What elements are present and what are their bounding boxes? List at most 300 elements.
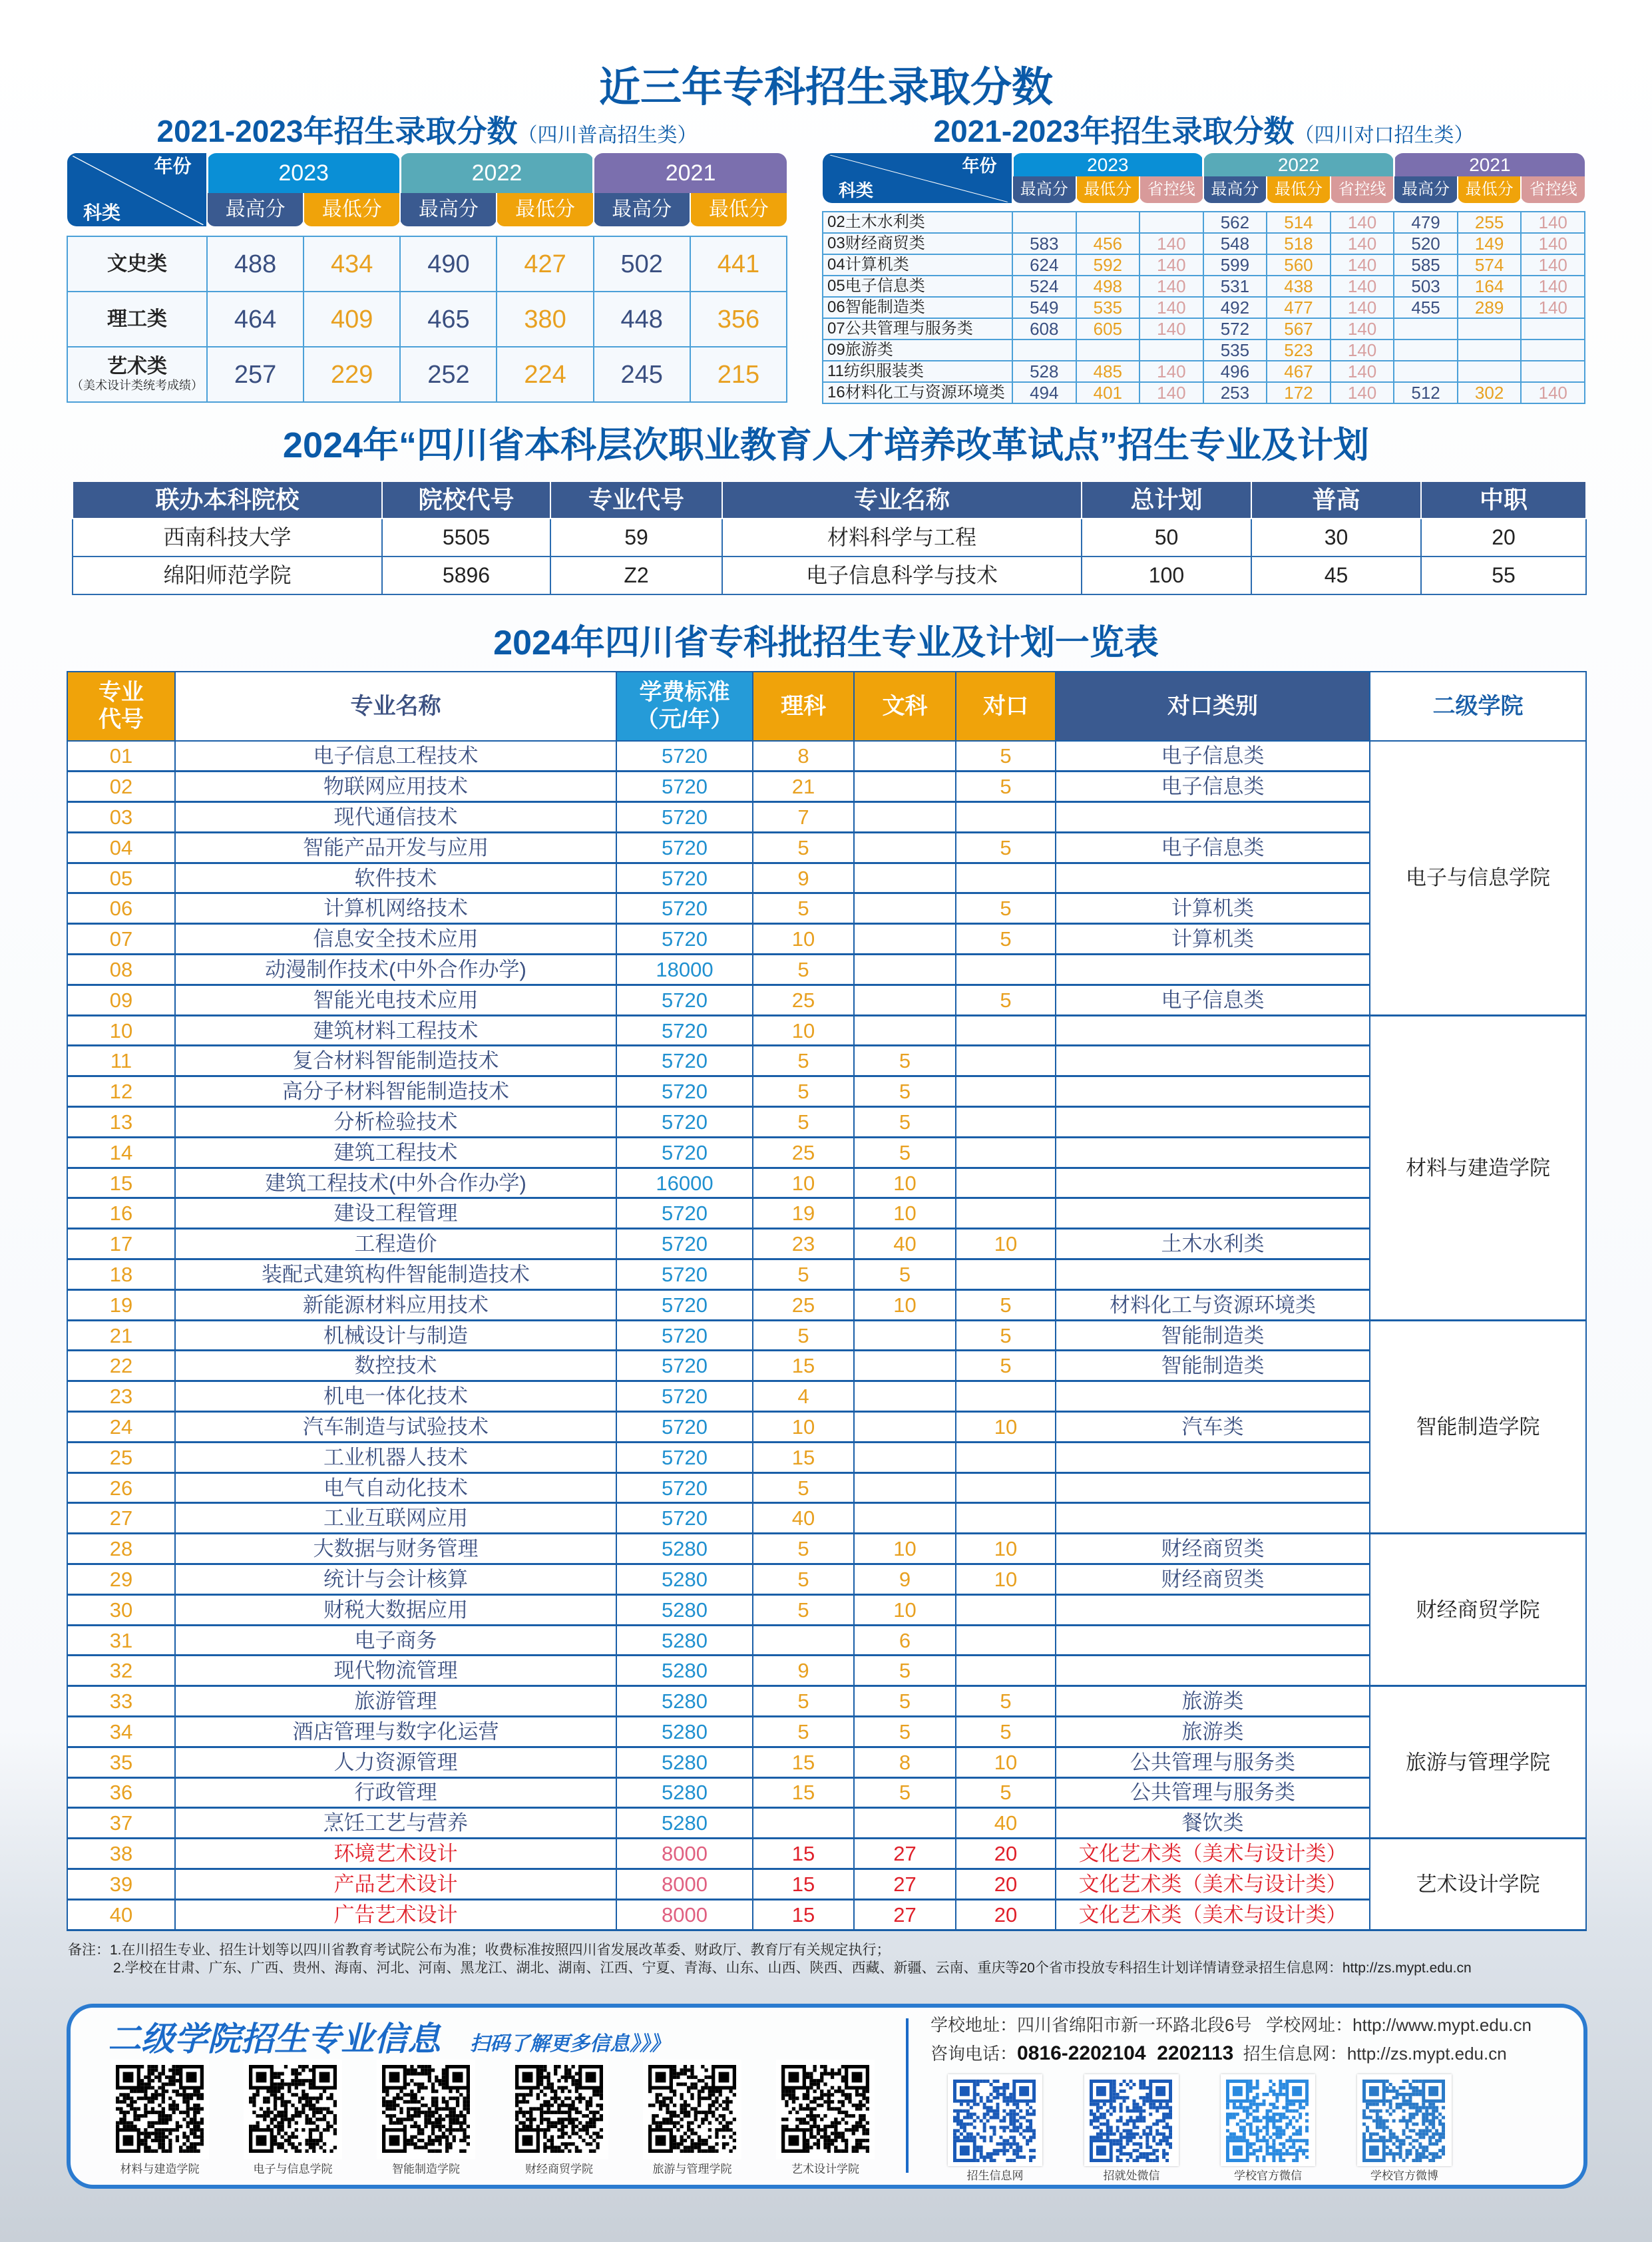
tuition-fee: 5720 [616, 1107, 753, 1138]
score-cell: 477 [1267, 297, 1331, 318]
science-quota: 5 [753, 1259, 854, 1290]
vocational-quota: 5 [956, 741, 1056, 772]
category-note: （美术设计类统考成绩） [71, 379, 203, 393]
vocational-quota [956, 1168, 1056, 1198]
address-label: 学校地址： [930, 2015, 1018, 2035]
tuition-fee: 18000 [616, 955, 753, 985]
score-cell: 535 [1203, 339, 1267, 361]
liberal-quota: 10 [854, 1198, 956, 1229]
category-name: 理工类 [107, 308, 167, 330]
control-line-header: 省控线 [1139, 176, 1203, 203]
plan-row [67, 1168, 1586, 1198]
score-cell: 302 [1458, 382, 1522, 403]
score-cell: 172 [1267, 382, 1331, 403]
year-header-row [823, 153, 1585, 176]
score-cell: 140 [1139, 297, 1203, 318]
major-code: 08 [67, 955, 175, 985]
tuition-fee: 5720 [616, 1381, 753, 1412]
zs-label: 招生信息网： [1243, 2044, 1347, 2064]
college-qr-label: 材料与建造学院 [120, 2163, 200, 2175]
vocational-quota [956, 1442, 1056, 1472]
vocational-category: 土木水利类 [1056, 1229, 1370, 1259]
college-qr-code[interactable] [643, 2060, 741, 2159]
vocational-category [1056, 863, 1370, 893]
score-cell [1394, 339, 1458, 361]
vocational-category: 餐饮类 [1056, 1808, 1370, 1839]
category-name: 06智能制造类 [827, 298, 925, 317]
plan-row [67, 1869, 1586, 1899]
website-link[interactable]: http://www.mypt.edu.cn [1352, 2015, 1532, 2035]
score-cell: 140 [1139, 318, 1203, 339]
liberal-quota: 9 [854, 1564, 956, 1595]
major-code: 06 [67, 893, 175, 924]
liberal-quota: 27 [854, 1869, 956, 1899]
category-name: 03财经商贸类 [827, 234, 925, 253]
tuition-fee: 5720 [616, 832, 753, 863]
max-score-header: 最高分 [1203, 176, 1267, 203]
score-cell: 492 [1203, 297, 1267, 318]
category-name: 09旅游类 [827, 341, 893, 359]
college-qr-label: 艺术设计学院 [791, 2163, 859, 2175]
score-cell: 140 [1521, 382, 1585, 403]
tuition-fee: 5720 [616, 893, 753, 924]
score-cell [1076, 339, 1140, 361]
score-cell [1521, 361, 1585, 382]
score-cell: 562 [1203, 212, 1267, 233]
category-name: 05电子信息类 [827, 277, 925, 296]
plan-table [67, 671, 1587, 1931]
vocational-quota: 5 [956, 832, 1056, 863]
vocational-quota [956, 1107, 1056, 1138]
vocational-category [1056, 1046, 1370, 1076]
vocational-quota: 5 [956, 893, 1056, 924]
tuition-fee: 5280 [616, 1564, 753, 1595]
tuition-fee: 8000 [616, 1839, 753, 1869]
tuition-fee: 5720 [616, 1412, 753, 1443]
liberal-quota: 27 [854, 1899, 956, 1930]
major-name: 复合材料智能制造技术 [175, 1046, 616, 1076]
spacer-row [823, 203, 1585, 212]
score-row [823, 318, 1585, 339]
tuition-fee: 5280 [616, 1625, 753, 1656]
vocational-quota: 10 [956, 1747, 1056, 1777]
score-cell [1458, 361, 1522, 382]
plan-row [67, 1015, 1586, 1046]
score-cell: 149 [1458, 233, 1522, 254]
vocational-quota [956, 1656, 1056, 1686]
score-cell: 224 [497, 347, 593, 402]
pilot-cell: 电子信息科学与技术 [722, 557, 1082, 594]
score-row [823, 276, 1585, 297]
tuition-fee: 5720 [616, 1015, 753, 1046]
score-cell [1012, 212, 1076, 233]
score-cell: 524 [1012, 276, 1076, 297]
tuition-fee: 5720 [616, 1320, 753, 1351]
min-score-header: 最低分 [304, 193, 400, 226]
plan-row [67, 1259, 1586, 1290]
major-code: 02 [67, 772, 175, 802]
tuition-fee: 5280 [616, 1656, 753, 1686]
zs-link[interactable]: http://zs.mypt.edu.cn [1346, 2044, 1507, 2064]
row-label [823, 318, 1012, 339]
college-name: 电子与信息学院 [1370, 741, 1586, 1015]
category-name: 02土木水利类 [827, 213, 925, 232]
science-quota: 9 [753, 1656, 854, 1686]
plan-row [67, 802, 1586, 833]
year-header-2023: 2023 [1012, 153, 1203, 176]
pilot-header: 专业名称 [722, 481, 1082, 519]
science-quota: 25 [753, 1289, 854, 1320]
major-name: 机电一体化技术 [175, 1381, 616, 1412]
score-cell: 485 [1076, 361, 1140, 382]
science-quota: 10 [753, 1168, 854, 1198]
score-cell: 548 [1203, 233, 1267, 254]
science-quota: 15 [753, 1351, 854, 1381]
science-quota: 10 [753, 1412, 854, 1443]
major-code: 21 [67, 1320, 175, 1351]
major-code: 12 [67, 1076, 175, 1107]
row-label [823, 339, 1012, 361]
vocational-title: 2021-2023年招生录取分数 [933, 114, 1295, 148]
score-cell: 549 [1012, 297, 1076, 318]
score-cell: 140 [1139, 276, 1203, 297]
major-name: 行政管理 [175, 1777, 616, 1808]
vocational-quota [956, 1015, 1056, 1046]
vocational-quota [956, 1625, 1056, 1656]
major-code: 01 [67, 741, 175, 772]
vocational-category: 电子信息类 [1056, 985, 1370, 1015]
major-code: 40 [67, 1899, 175, 1930]
vocational-category [1056, 1168, 1370, 1198]
vocational-category [1056, 1503, 1370, 1534]
plan-row [67, 1076, 1586, 1107]
liberal-quota [854, 985, 956, 1015]
vocational-category [1056, 802, 1370, 833]
score-cell [1139, 212, 1203, 233]
score-cell: 289 [1458, 297, 1522, 318]
school-qr-code[interactable] [1357, 2074, 1452, 2166]
score-cell: 567 [1267, 318, 1331, 339]
vocational-quota: 5 [956, 985, 1056, 1015]
score-cell: 434 [304, 236, 400, 292]
science-quota: 5 [753, 955, 854, 985]
vocational-score-heading [822, 114, 1585, 148]
school-qr-code[interactable] [1221, 2074, 1315, 2166]
liberal-quota: 5 [854, 1777, 956, 1808]
vocational-quota: 5 [956, 1289, 1056, 1320]
plan-row [67, 863, 1586, 893]
pilot-header: 联办本科院校 [73, 481, 382, 519]
plan-row [67, 1107, 1586, 1138]
pilot-header: 中职 [1421, 481, 1586, 519]
year-header-2021: 2021 [594, 153, 787, 193]
major-code: 14 [67, 1137, 175, 1168]
college-qr-code[interactable] [110, 2060, 209, 2159]
major-name: 机械设计与制造 [175, 1320, 616, 1351]
plan-row [67, 1412, 1586, 1443]
vocational-category: 计算机类 [1056, 893, 1370, 924]
header-science: 理科 [753, 672, 854, 741]
major-code: 03 [67, 802, 175, 833]
score-cell: 535 [1076, 297, 1140, 318]
row-label [823, 297, 1012, 318]
science-quota: 15 [753, 1869, 854, 1899]
major-code: 39 [67, 1869, 175, 1899]
tuition-fee: 5720 [616, 802, 753, 833]
vocational-category [1056, 1198, 1370, 1229]
vocational-quota: 20 [956, 1899, 1056, 1930]
address: 四川省绵阳市新一环路北段6号 [1017, 2015, 1252, 2035]
score-cell: 140 [1331, 318, 1394, 339]
college-name: 旅游与管理学院 [1370, 1686, 1586, 1839]
tuition-fee: 5720 [616, 985, 753, 1015]
tuition-fee: 8000 [616, 1869, 753, 1899]
header-liberal: 文科 [854, 672, 956, 741]
phone-label: 咨询电话： [930, 2044, 1018, 2064]
score-cell: 455 [1394, 297, 1458, 318]
college-qr-code[interactable] [377, 2060, 475, 2159]
vocational-category: 文化艺术类（美术与设计类） [1056, 1899, 1370, 1930]
vocational-quota [956, 1472, 1056, 1503]
score-cell: 257 [207, 347, 304, 402]
year-header-2022: 2022 [1203, 153, 1394, 176]
liberal-quota: 27 [854, 1839, 956, 1869]
header-fee: 学费标准（元/年） [616, 672, 753, 741]
college-qr-code[interactable] [244, 2060, 342, 2159]
school-qr-code[interactable] [1084, 2074, 1179, 2166]
major-name: 建筑工程技术 [175, 1137, 616, 1168]
address-line [930, 2016, 1532, 2035]
vocational-quota: 5 [956, 1686, 1056, 1717]
score-row [823, 212, 1585, 233]
plan-row [67, 1137, 1586, 1168]
plan-row [67, 1656, 1586, 1686]
liberal-quota: 5 [854, 1046, 956, 1076]
major-name: 汽车制造与试验技术 [175, 1412, 616, 1443]
vocational-category: 材料化工与资源环境类 [1056, 1289, 1370, 1320]
score-cell [1139, 339, 1203, 361]
tuition-fee: 5720 [616, 1259, 753, 1290]
year-header-row [67, 153, 787, 193]
general-title: 2021-2023年招生录取分数 [156, 114, 518, 148]
score-cell: 140 [1521, 212, 1585, 233]
vocational-quota [956, 1259, 1056, 1290]
vocational-category: 旅游类 [1056, 1717, 1370, 1747]
science-quota: 5 [753, 1046, 854, 1076]
min-score-header: 最低分 [1076, 176, 1140, 203]
major-code: 26 [67, 1472, 175, 1503]
major-code: 25 [67, 1442, 175, 1472]
liberal-quota [854, 893, 956, 924]
score-cell: 245 [594, 347, 690, 402]
liberal-quota: 10 [854, 1289, 956, 1320]
tuition-fee: 5280 [616, 1808, 753, 1839]
pilot-cell: 5896 [382, 557, 550, 594]
min-score-header: 最低分 [690, 193, 787, 226]
liberal-quota [854, 772, 956, 802]
major-name: 分析检验技术 [175, 1107, 616, 1138]
category-name: 04计算机类 [827, 256, 909, 274]
vocational-quota [956, 1503, 1056, 1534]
major-code: 35 [67, 1747, 175, 1777]
score-cell [1076, 212, 1140, 233]
pilot-cell: 45 [1251, 557, 1421, 594]
major-code: 38 [67, 1839, 175, 1869]
major-code: 27 [67, 1503, 175, 1534]
min-score-header: 最低分 [1267, 176, 1331, 203]
pilot-header: 总计划 [1082, 481, 1251, 519]
major-name: 工业互联网应用 [175, 1503, 616, 1534]
science-quota: 15 [753, 1899, 854, 1930]
vocational-category [1056, 1381, 1370, 1412]
school-qr-label: 招生信息网 [966, 2169, 1024, 2182]
pilot-cell: 绵阳师范学院 [73, 557, 382, 594]
major-name: 动漫制作技术(中外合作办学) [175, 955, 616, 985]
corner-category-label: 科类 [83, 202, 121, 223]
tuition-fee: 5720 [616, 1289, 753, 1320]
spacer [67, 226, 787, 236]
row-label [67, 292, 207, 347]
score-cell [1012, 339, 1076, 361]
tuition-fee: 5720 [616, 772, 753, 802]
score-cell: 583 [1012, 233, 1076, 254]
score-cell: 494 [1012, 382, 1076, 403]
score-cell: 523 [1267, 339, 1331, 361]
phone: 0816-2202104 2202113 [1017, 2042, 1234, 2064]
max-score-header: 最高分 [594, 193, 690, 226]
major-code: 07 [67, 924, 175, 955]
plan-row [67, 1625, 1586, 1656]
plan-row [67, 1777, 1586, 1808]
score-cell: 531 [1203, 276, 1267, 297]
plan-row [67, 1229, 1586, 1259]
college-qr-code[interactable] [510, 2060, 608, 2159]
pilot-header: 专业代号 [550, 481, 722, 519]
score-cell: 592 [1076, 254, 1140, 276]
liberal-quota [854, 1381, 956, 1412]
vocational-category [1056, 955, 1370, 985]
score-cell: 427 [497, 236, 593, 292]
major-name: 人力资源管理 [175, 1747, 616, 1777]
control-line-header: 省控线 [1521, 176, 1585, 203]
vocational-category: 智能制造类 [1056, 1320, 1370, 1351]
major-code: 13 [67, 1107, 175, 1138]
pilot-cell: 20 [1421, 519, 1586, 557]
vocational-quota [956, 1198, 1056, 1229]
vocational-quota: 20 [956, 1839, 1056, 1869]
score-cell: 140 [1521, 276, 1585, 297]
score-cell [1521, 318, 1585, 339]
major-name: 计算机网络技术 [175, 893, 616, 924]
liberal-quota: 5 [854, 1137, 956, 1168]
liberal-quota: 10 [854, 1594, 956, 1625]
score-cell: 488 [207, 236, 304, 292]
corner-category-label: 科类 [839, 180, 874, 200]
major-name: 数控技术 [175, 1351, 616, 1381]
school-qr-code[interactable] [948, 2074, 1042, 2166]
score-cell [1394, 361, 1458, 382]
major-name: 环境艺术设计 [175, 1839, 616, 1869]
general-subtitle: （四川普高招生类） [517, 124, 698, 146]
major-name: 电子信息工程技术 [175, 741, 616, 772]
liberal-quota [854, 1503, 956, 1534]
score-cell: 140 [1139, 382, 1203, 403]
plan-row [67, 741, 1586, 772]
college-qr-code[interactable] [776, 2060, 875, 2159]
plan-row [67, 1381, 1586, 1412]
score-cell: 140 [1521, 254, 1585, 276]
science-quota [753, 1808, 854, 1839]
major-code: 22 [67, 1351, 175, 1381]
vocational-subtitle: （四川对口招生类） [1294, 124, 1474, 146]
vocational-quota: 5 [956, 1351, 1056, 1381]
pilot-cell: 100 [1082, 557, 1251, 594]
major-name: 工程造价 [175, 1229, 616, 1259]
category-name: 07公共管理与服务类 [827, 320, 973, 338]
major-code: 37 [67, 1808, 175, 1839]
general-score-heading [67, 114, 787, 148]
liberal-quota: 5 [854, 1717, 956, 1747]
liberal-quota [854, 802, 956, 833]
vocational-category [1056, 1076, 1370, 1107]
major-name: 智能产品开发与应用 [175, 832, 616, 863]
science-quota: 5 [753, 1594, 854, 1625]
vocational-quota: 20 [956, 1869, 1056, 1899]
score-cell: 252 [400, 347, 497, 402]
pilot-cell: Z2 [550, 557, 722, 594]
major-code: 11 [67, 1046, 175, 1076]
science-quota: 5 [753, 1472, 854, 1503]
vocational-category: 智能制造类 [1056, 1351, 1370, 1381]
science-quota: 19 [753, 1198, 854, 1229]
vocational-quota: 5 [956, 1717, 1056, 1747]
score-row [67, 236, 787, 292]
major-code: 33 [67, 1686, 175, 1717]
school-qr-label: 学校官方微信 [1234, 2169, 1302, 2182]
major-code: 32 [67, 1656, 175, 1686]
major-name: 广告艺术设计 [175, 1899, 616, 1930]
vocational-quota: 40 [956, 1808, 1056, 1839]
liberal-quota [854, 741, 956, 772]
category-name: 文史类 [107, 252, 167, 275]
vocational-category [1056, 1137, 1370, 1168]
liberal-quota: 10 [854, 1168, 956, 1198]
vocational-category [1056, 1625, 1370, 1656]
major-code: 24 [67, 1412, 175, 1443]
major-code: 30 [67, 1594, 175, 1625]
vocational-category: 旅游类 [1056, 1686, 1370, 1717]
max-score-header: 最高分 [207, 193, 304, 226]
liberal-quota: 8 [854, 1747, 956, 1777]
corner-year-label: 年份 [154, 156, 192, 176]
score-row [823, 339, 1585, 361]
score-cell: 164 [1458, 276, 1522, 297]
vocational-quota: 10 [956, 1564, 1056, 1595]
score-cell [1458, 339, 1522, 361]
tuition-fee: 5280 [616, 1686, 753, 1717]
vocational-quota: 5 [956, 772, 1056, 802]
science-quota: 5 [753, 1686, 854, 1717]
tuition-fee: 5720 [616, 1351, 753, 1381]
vocational-category [1056, 1107, 1370, 1138]
score-row [823, 254, 1585, 276]
plan-row [67, 1472, 1586, 1503]
vocational-quota [956, 802, 1056, 833]
liberal-quota: 6 [854, 1625, 956, 1656]
science-quota: 5 [753, 832, 854, 863]
corner-cell [67, 153, 207, 226]
row-label [823, 254, 1012, 276]
